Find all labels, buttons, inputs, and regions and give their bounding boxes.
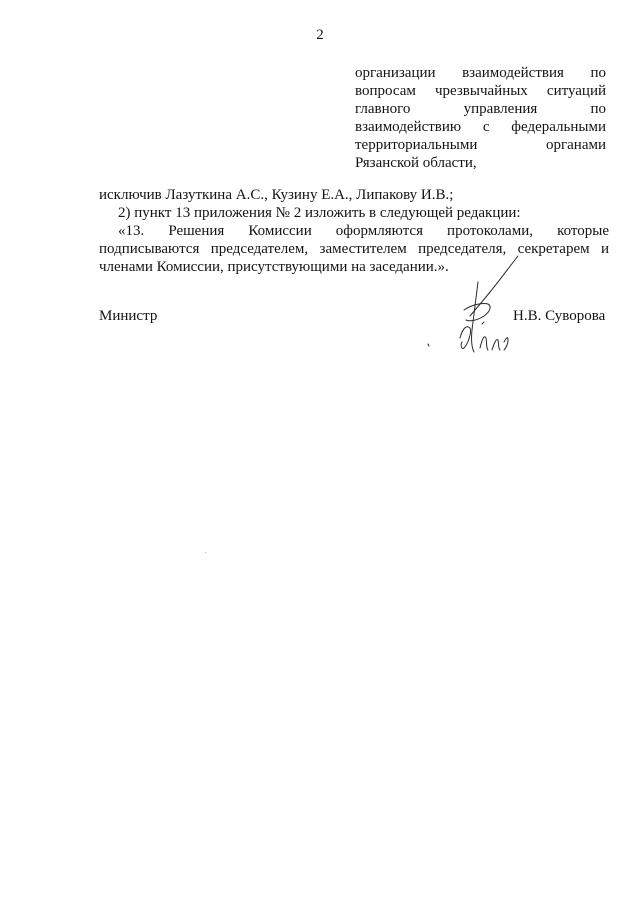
signature-title: Министр	[99, 308, 158, 324]
body-line-quote-start: «13. Решения Комиссии оформляются протоколами, которые	[118, 223, 609, 239]
right-block-line: главного управления по	[355, 101, 606, 117]
right-address-block	[355, 64, 606, 172]
signatory-name: Н.В. Суворова	[513, 308, 606, 324]
right-block-line: вопросам чрезвычайных ситуаций	[355, 83, 606, 99]
page-number: 2	[316, 27, 324, 43]
right-block-line: взаимодействию с федеральными	[355, 119, 606, 135]
body-line-exclusion: исключив Лазуткина А.С., Кузину Е.А., Липакову И.В.;	[99, 187, 454, 203]
scan-speck	[205, 552, 206, 553]
right-block-line: территориальными органами	[355, 137, 606, 153]
body-line-quote-middle: подписываются председателем, заместителем председателя, секретарем и	[99, 241, 609, 257]
body-line-quote-end: членами Комиссии, присутствующими на заседании.».	[99, 259, 449, 275]
body-line-item-2: 2) пункт 13 приложения № 2 изложить в следующей редакции:	[118, 205, 521, 221]
right-block-line: Рязанской области,	[355, 155, 477, 171]
right-block-line: организации взаимодействия по	[355, 65, 606, 81]
